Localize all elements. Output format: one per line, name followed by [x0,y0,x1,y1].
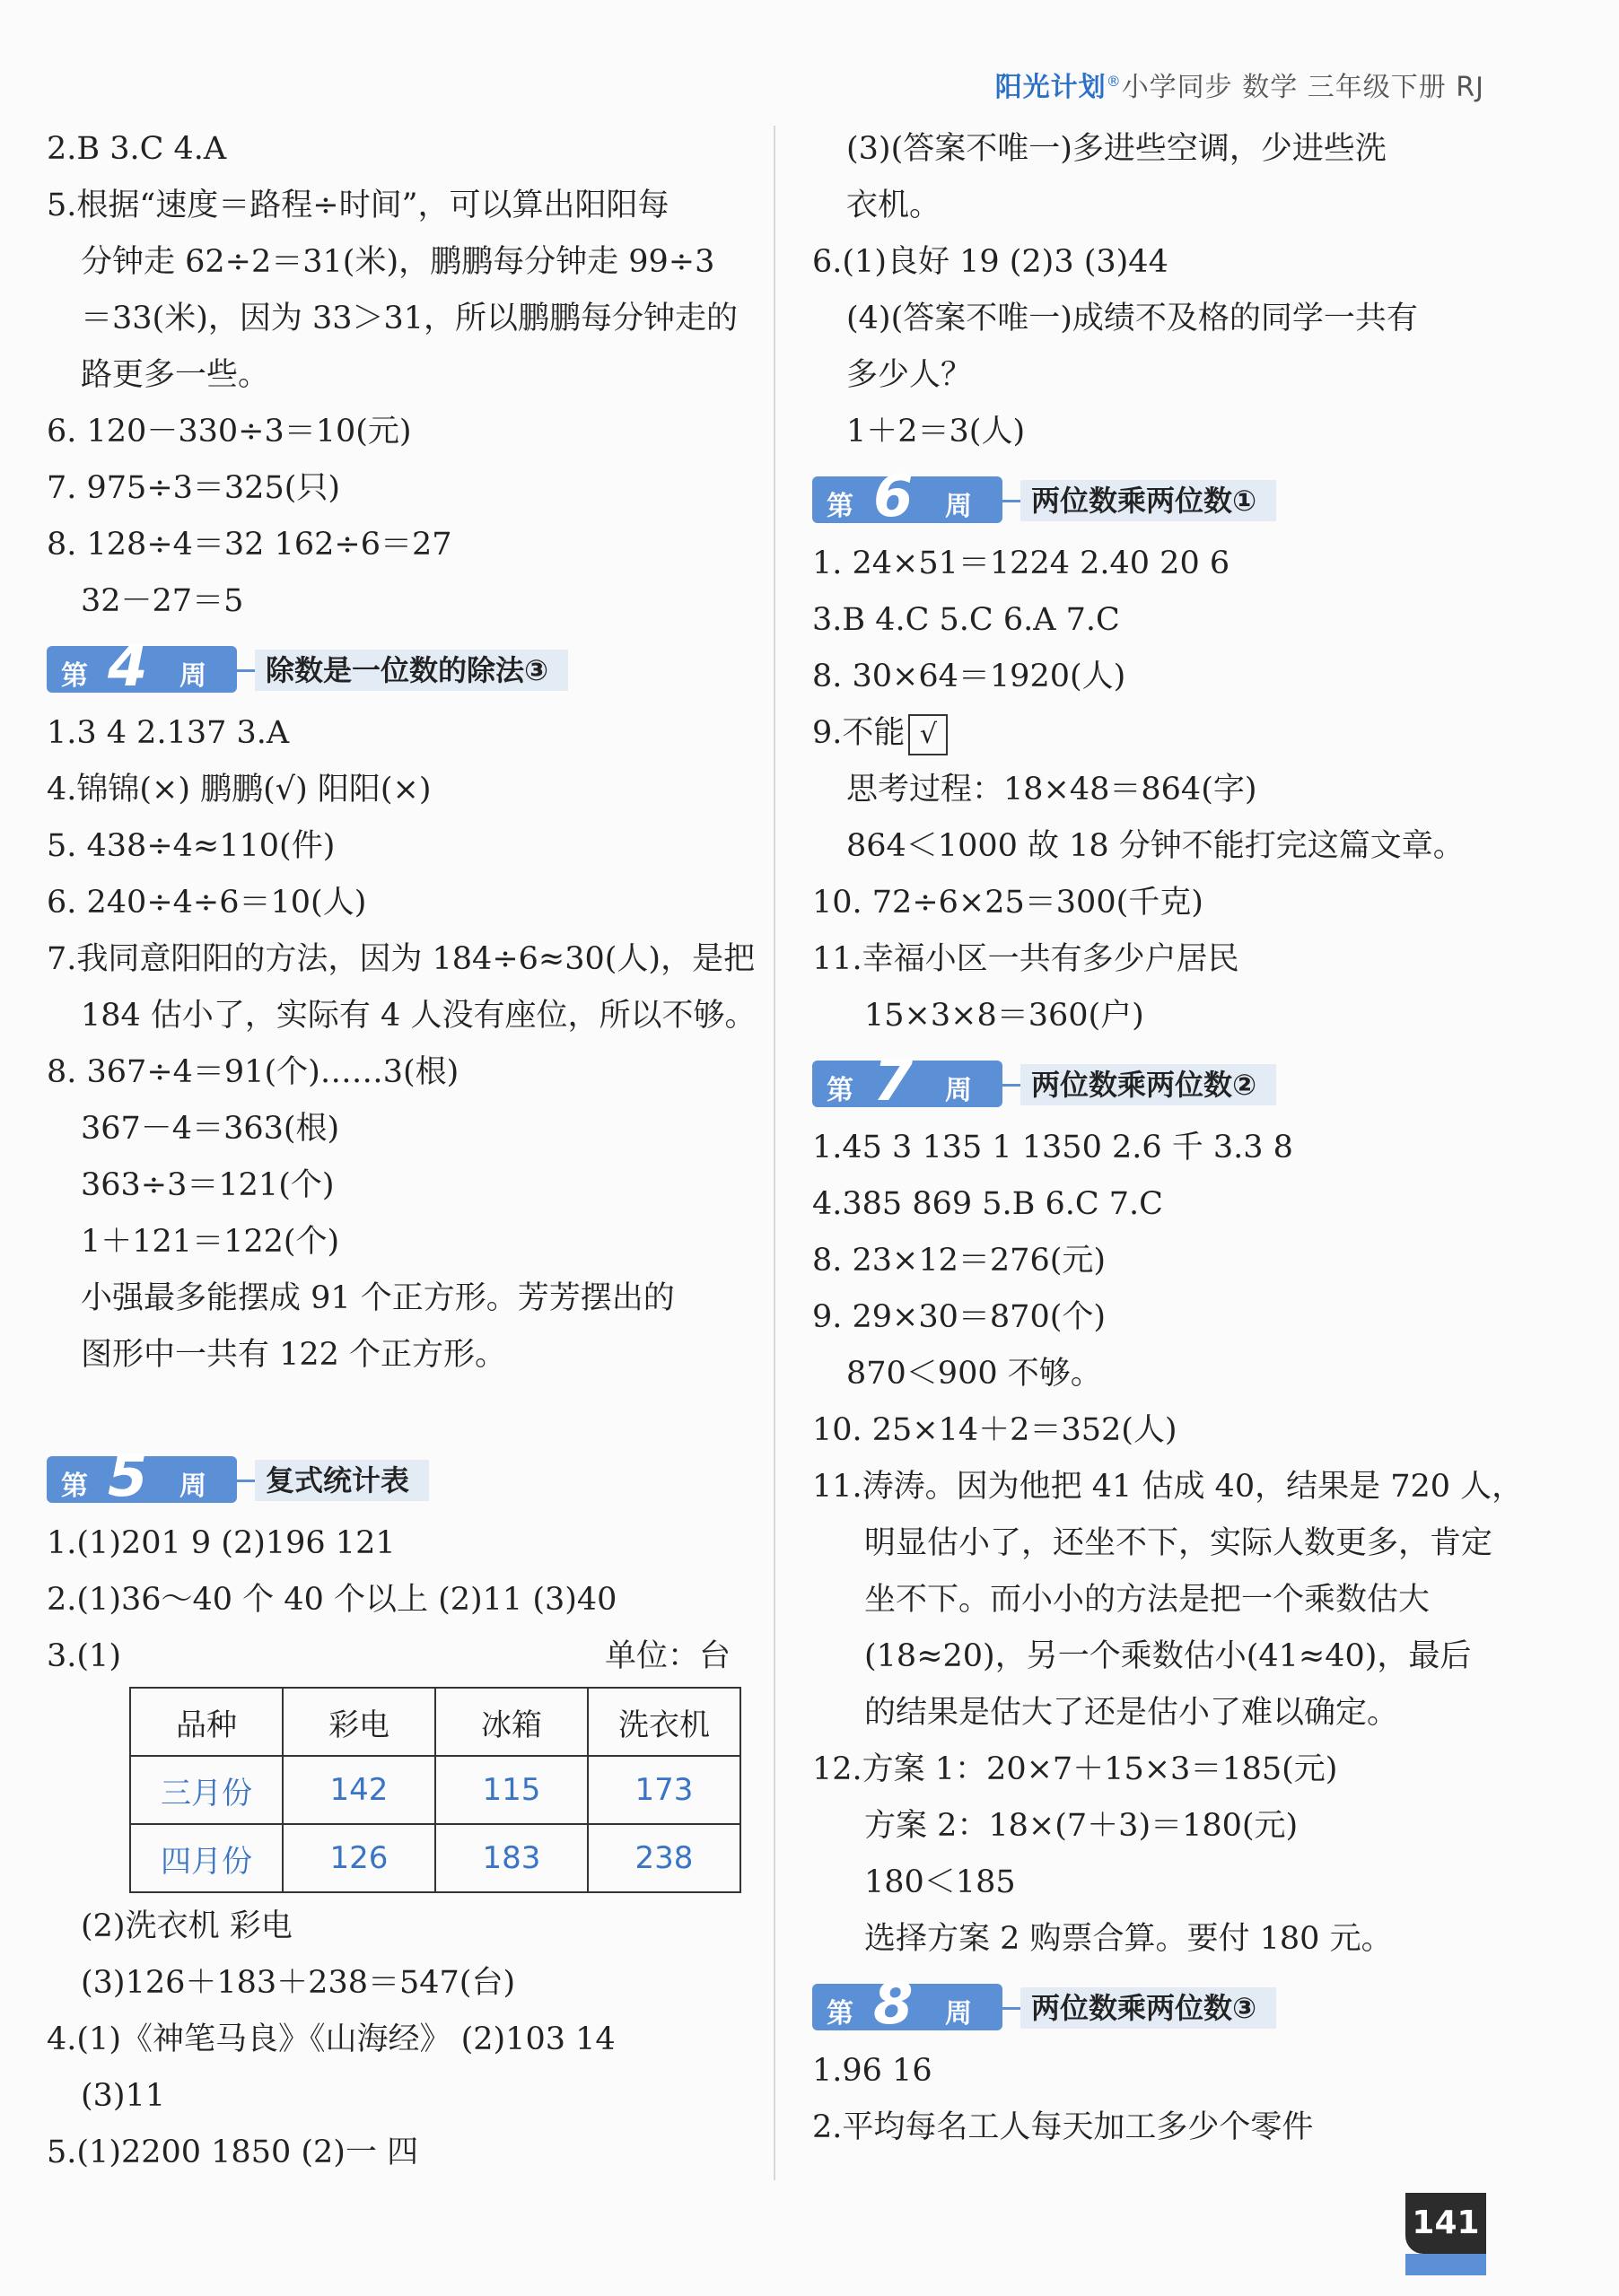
answer-line: 明显估小了，还坐不下，实际人数更多，肯定 [864,1525,1493,1561]
table-cell: 142 [283,1756,435,1824]
answer-line: 1.96 16 [812,2053,932,2089]
table-cell: 183 [435,1824,588,1892]
page-number: 141 [1405,2193,1486,2254]
answer-line: 363÷3＝121(个) [81,1167,335,1203]
week-8-header [812,1973,1530,2041]
week-badge [812,1048,1002,1114]
spacer [47,1384,765,1440]
page-header [995,65,1484,104]
week-6-header [812,466,1530,534]
week-connector [237,1480,255,1482]
brand-name: 阳光计划 [994,72,1107,103]
table-header-cell: 彩电 [283,1688,435,1756]
answer-line: (2)洗衣机 彩电 [81,1908,293,1944]
table-cell: 238 [588,1824,740,1892]
answer-line: 4.(1)《神笔马良》《山海经》 (2)103 14 [47,2021,616,2057]
answer-line: 选择方案 2 购票合算。要付 180 元。 [864,1921,1393,1957]
answer-line: (3)11 [81,2078,166,2114]
answer-line [47,1628,765,1685]
answer-line: 8. 30×64＝1920(人) [812,659,1126,694]
answer-line: 1＋2＝3(人) [846,414,1026,450]
week-number: 8 [873,1971,914,2038]
week-connector [237,669,255,672]
table-header-row [130,1688,740,1756]
week-title: 两位数乘两位数① [1020,480,1276,521]
answer-line: 367－4＝363(根) [81,1111,340,1147]
table-row [130,1824,740,1892]
week-5-header [47,1445,765,1514]
week-number: 6 [873,464,914,530]
answer-line: (4)(答案不唯一)成绩不及格的同学一共有 [846,301,1418,336]
answer-line [812,705,1530,762]
week-number: 4 [108,633,148,700]
answer-line: ＝33(米)，因为 33＞31，所以鹏鹏每分钟走的 [81,301,739,336]
answer-line: 思考过程：18×48＝864(字) [846,772,1257,808]
table-unit: 单位：台 [604,1638,731,1674]
week-badge [812,1971,1002,2038]
week-suffix: 周 [945,1075,972,1106]
table-row-header: 四月份 [130,1824,283,1892]
answer-line: 12.方案 1：20×7＋15×3＝185(元) [812,1751,1338,1787]
answer-line: 10. 25×14＋2＝352(人) [812,1412,1177,1448]
week-7-header [812,1050,1530,1118]
week-title: 两位数乘两位数③ [1020,1987,1276,2029]
table-cell: 126 [283,1824,435,1892]
stats-table [129,1687,741,1893]
answer-line: (18≈20)，另一个乘数估小(41≈40)，最后 [864,1638,1472,1674]
answer-line: 1. 24×51＝1224 2.40 20 6 [812,546,1230,581]
week-prefix: 第 [61,660,88,692]
week-connector [1002,2007,1020,2010]
answer-line: 2.平均每名工人每天加工多少个零件 [812,2109,1314,2145]
answer-line: 多少人？ [846,357,973,393]
table-cell: 115 [435,1756,588,1824]
book-info: 小学同步 数学 三年级下册 RJ [1121,72,1484,103]
answer-line: 864＜1000 故 18 分钟不能打完这篇文章。 [846,828,1465,864]
week-4-header [47,635,765,703]
answer-line: 3.B 4.C 5.C 6.A 7.C [812,602,1120,638]
week-suffix: 周 [179,1471,206,1502]
table-cell: 173 [588,1756,740,1824]
week-badge [47,1444,237,1510]
week-prefix: 第 [827,1998,853,2030]
answer-line: 分钟走 62÷2＝31(米)，鹏鹏每分钟走 99÷3 [81,244,715,280]
answer-line: 11.幸福小区一共有多少户居民 [812,941,1239,977]
week-badge [47,633,237,700]
right-column [812,121,1530,2156]
question-label: 3.(1) [47,1638,121,1674]
answer-line: 11.涛涛。因为他把 41 估成 40，结果是 720 人， [812,1469,1524,1505]
answer-line: 的结果是估大了还是估小了难以确定。 [864,1695,1399,1731]
answer-line: 6. 240÷4÷6＝10(人) [47,885,367,921]
column-divider [774,126,775,2180]
answer-line: 180＜185 [864,1864,1016,1900]
table-header-cell: 品种 [130,1688,283,1756]
table-row [130,1756,740,1824]
week-suffix: 周 [945,491,972,522]
week-prefix: 第 [61,1471,88,1502]
answer-line: 4.锦锦(×) 鹏鹏(√) 阳阳(×) [47,772,432,808]
answer-line: 32－27＝5 [81,583,244,619]
answer-line: 衣机。 [846,188,941,223]
week-suffix: 周 [179,660,206,692]
answer-line: 8. 367÷4＝91(个)……3(根) [47,1054,459,1090]
answer-line: 5.根据“速度＝路程÷时间”，可以算出阳阳每 [47,188,669,223]
week-badge [812,464,1002,530]
table-header-cell: 冰箱 [435,1688,588,1756]
left-column [47,121,765,2181]
answer-line: 2.(1)36～40 个 40 个以上 (2)11 (3)40 [47,1582,617,1618]
answer-line: 图形中一共有 122 个正方形。 [81,1337,507,1373]
week-connector [1002,1084,1020,1087]
week-title: 复式统计表 [255,1460,429,1501]
answer-line: 7. 975÷3＝325(只) [47,470,341,506]
answer-line: 方案 2：18×(7＋3)＝180(元) [864,1808,1299,1844]
answer-line: 1.3 4 2.137 3.A [47,715,290,751]
check-box-icon: √ [908,714,948,755]
answer-line: 15×3×8＝360(户) [864,998,1144,1034]
page-number-strip [1405,2254,1486,2275]
question-label: 9.不能 [812,715,906,751]
week-number: 7 [873,1048,914,1114]
answer-line: 6.(1)良好 19 (2)3 (3)44 [812,244,1168,280]
answer-line: 870＜900 不够。 [846,1356,1102,1392]
answer-line: 1.45 3 135 1 1350 2.6 千 3.3 8 [812,1130,1293,1165]
week-title: 除数是一位数的除法③ [255,650,568,691]
answer-line: 10. 72÷6×25＝300(千克) [812,885,1203,921]
answer-line: 8. 128÷4＝32 162÷6＝27 [47,527,452,563]
answer-line: 7.我同意阳阳的方法，因为 184÷6≈30(人)，是把 [47,941,756,977]
answer-line: 4.385 869 5.B 6.C 7.C [812,1186,1163,1222]
answer-line: 6. 120－330÷3＝10(元) [47,414,412,450]
week-suffix: 周 [945,1998,972,2030]
week-prefix: 第 [827,1075,853,1106]
answer-line: 1＋121＝122(个) [81,1224,340,1260]
registered-mark: ® [1106,73,1122,90]
week-number: 5 [108,1444,148,1510]
answer-line: 2.B 3.C 4.A [47,131,227,167]
answer-line: 5.(1)2200 1850 (2)一 四 [47,2134,419,2170]
week-prefix: 第 [827,491,853,522]
table-header-cell: 洗衣机 [588,1688,740,1756]
answer-line: 5. 438÷4≈110(件) [47,828,336,864]
answer-line: 8. 23×12＝276(元) [812,1243,1107,1279]
answer-line: 路更多一些。 [81,357,270,393]
answer-line: 坐不下。而小小的方法是把一个乘数估大 [864,1582,1431,1618]
week-connector [1002,500,1020,502]
week-title: 两位数乘两位数② [1020,1064,1276,1105]
answer-line: 1.(1)201 9 (2)196 121 [47,1525,396,1561]
answer-line: (3)(答案不唯一)多进些空调，少进些洗 [846,131,1387,167]
answer-line: 9. 29×30＝870(个) [812,1299,1107,1335]
answer-line: 小强最多能摆成 91 个正方形。芳芳摆出的 [81,1280,675,1316]
table-row-header: 三月份 [130,1756,283,1824]
answer-line: (3)126＋183＋238＝547(台) [81,1965,516,2001]
answer-line: 184 估小了，实际有 4 人没有座位，所以不够。 [81,998,757,1034]
